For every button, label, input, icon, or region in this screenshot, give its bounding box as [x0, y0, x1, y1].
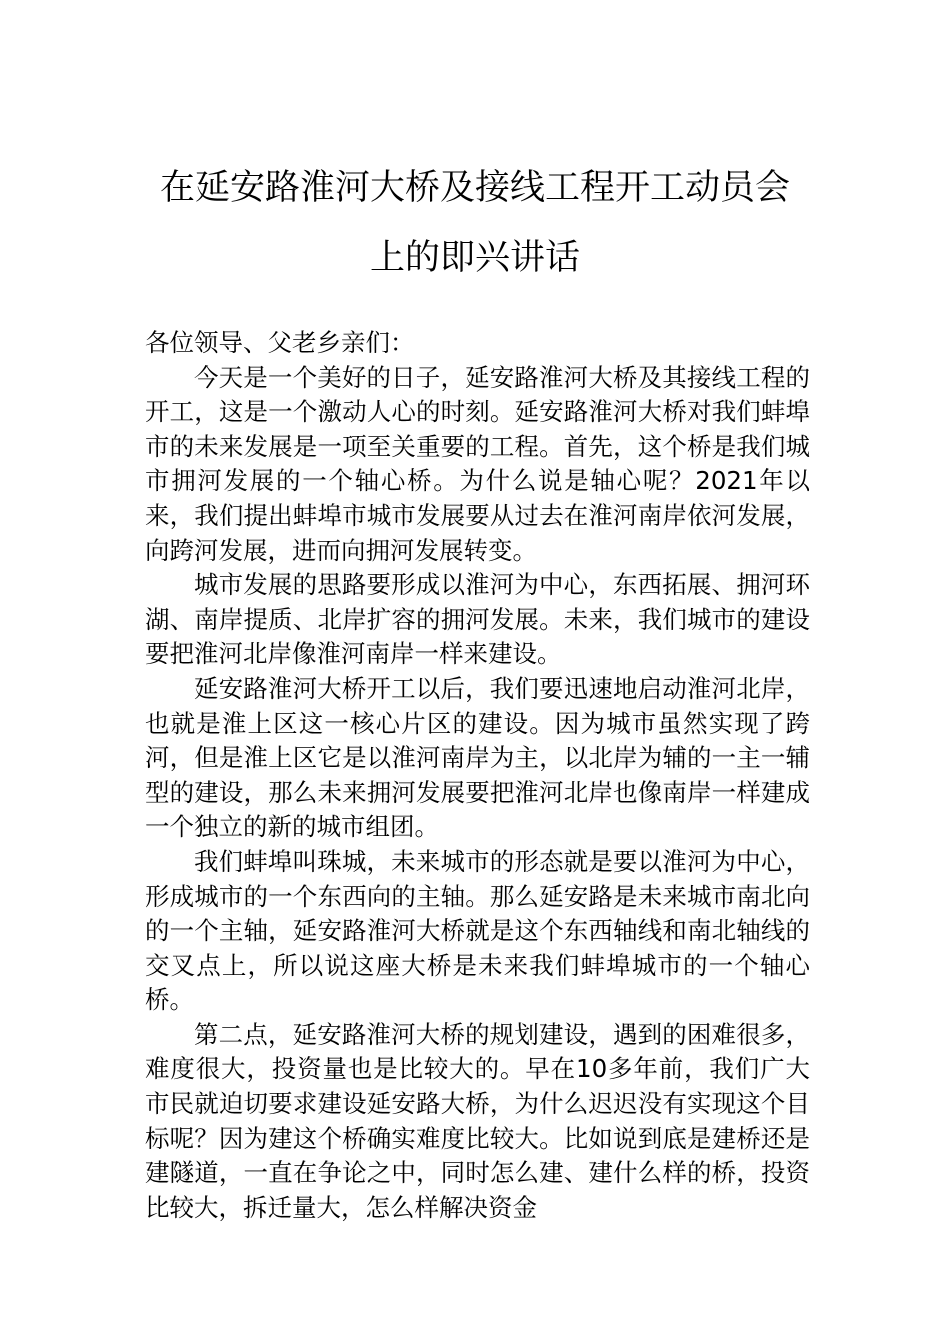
- paragraph-3: 延安路淮河大桥开工以后，我们要迅速地启动淮河北岸，也就是淮上区这一核心片区的建设。因为城市虽然实现了跨河，但是淮上区它是以淮河南岸为主，以北岸为辅的一主一辅型的建设，那么未来拥河发展要把淮河北岸也像南岸一样建成一个独立的新的城市组团。: [145, 673, 810, 842]
- salutation: 各位领导、父老乡亲们：: [145, 328, 415, 357]
- document-title-line-1: 在延安路淮河大桥及接线工程开工动员会: [159, 168, 790, 208]
- paragraph-1: 今天是一个美好的日子，延安路淮河大桥及其接线工程的开工，这是一个激动人心的时刻。延安路淮河大桥对我们蚌埠市的未来发展是一项至关重要的工程。首先，这个桥是我们城市拥河发展的一个轴心桥。为什么说是轴心呢？2021年以来，我们提出蚌埠市城市发展要从过去在淮河南岸依河发展，向跨河发展，进而向拥河发展转变。: [145, 362, 810, 565]
- paragraph-4: 我们蚌埠叫珠城，未来城市的形态就是要以淮河为中心，形成城市的一个东西向的主轴。那么延安路是未来城市南北向的一个主轴，延安路淮河大桥就是这个东西轴线和南北轴线的交叉点上，所以说这座大桥是未来我们蚌埠城市的一个轴心桥。: [145, 846, 810, 1015]
- document-title-line-2: 上的即兴讲话: [369, 238, 580, 278]
- paragraph-2: 城市发展的思路要形成以淮河为中心，东西拓展、拥河环湖、南岸提质、北岸扩容的拥河发展。未来，我们城市的建设要把淮河北岸像淮河南岸一样来建设。: [145, 570, 810, 669]
- paragraph-5: 第二点，延安路淮河大桥的规划建设，遇到的困难很多，难度很大，投资量也是比较大的。早在10多年前，我们广大市民就迫切要求建设延安路大桥，为什么迟迟没有实现这个目标呢？因为建这个桥确实难度比较大。比如说到底是建桥还是建隧道，一直在争论之中，同时怎么建、建什么样的桥，投资比较大，拆迁量大，怎么样解决资金: [145, 1019, 810, 1222]
- document-body: [145, 326, 810, 1225]
